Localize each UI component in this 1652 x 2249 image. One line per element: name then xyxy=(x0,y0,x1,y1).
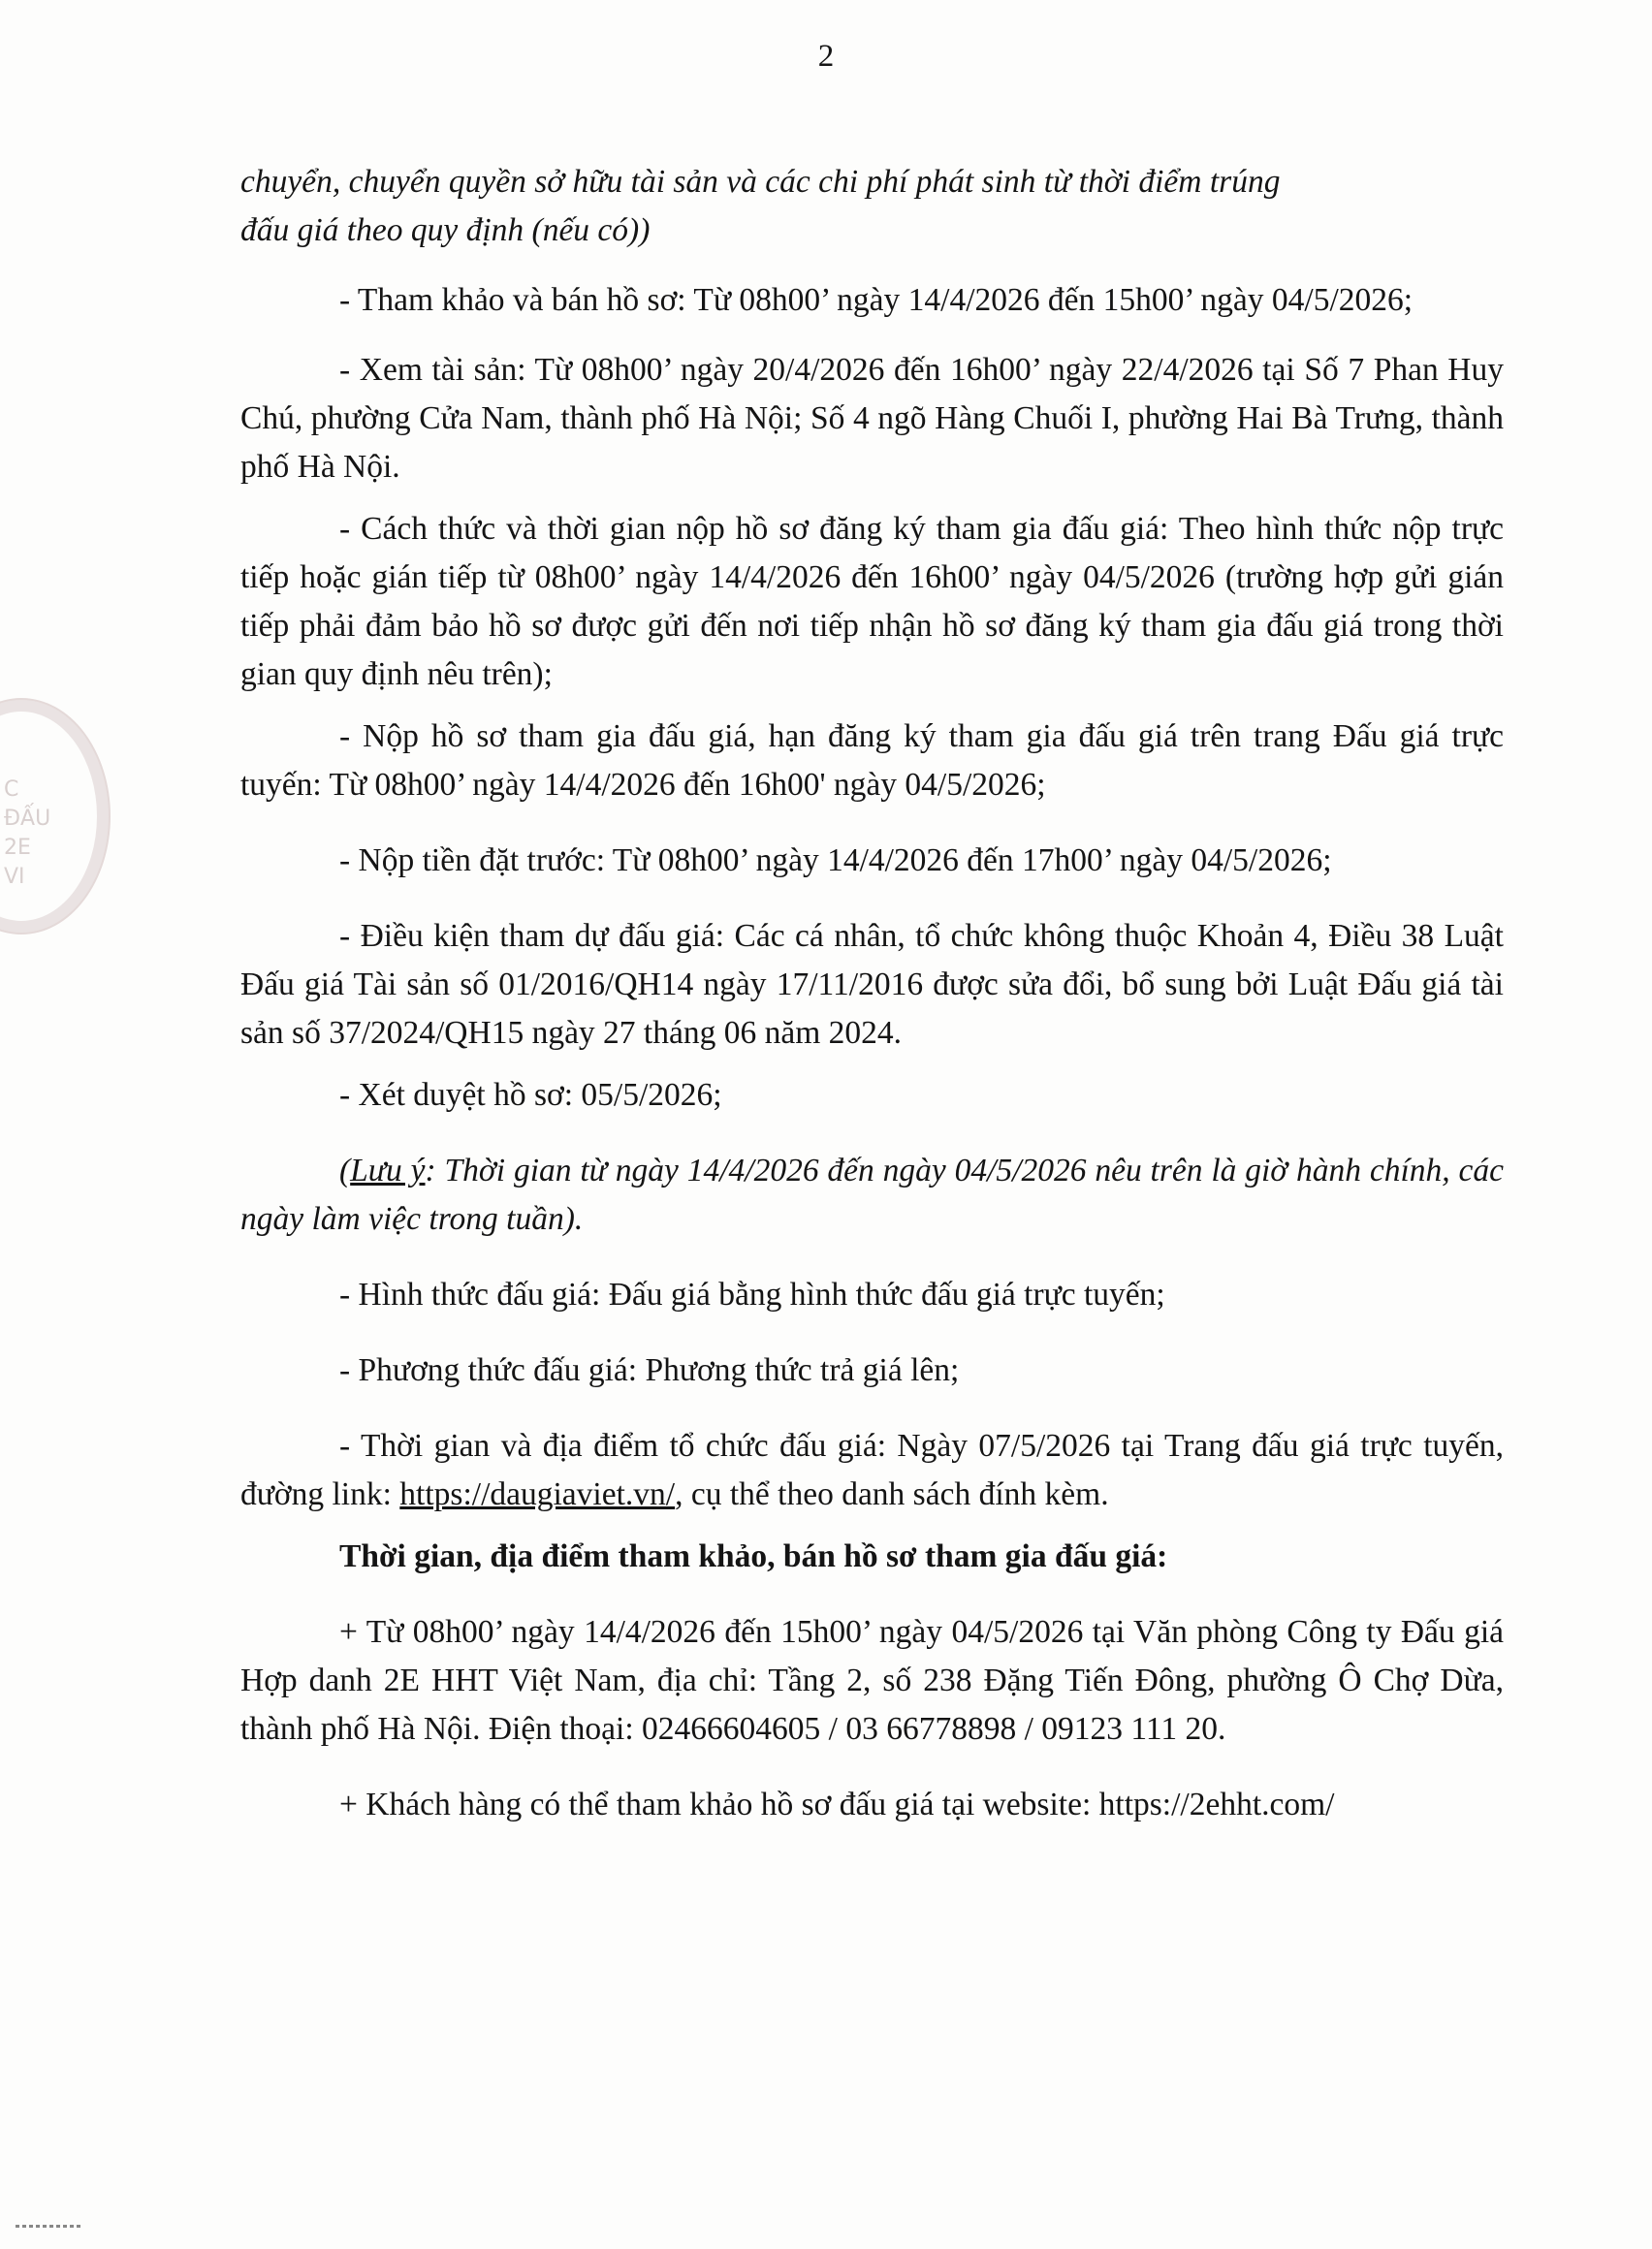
stamp-line: VI xyxy=(4,865,25,889)
website-info-paragraph: + Khách hàng có thể tham khảo hồ sơ đấu giá tại website: https://2ehht.com/ xyxy=(339,1787,1335,1822)
auction-method-paragraph: - Phương thức đấu giá: Phương thức trả giá lên; xyxy=(339,1352,960,1388)
reference-sale-paragraph: - Tham khảo và bán hồ sơ: Từ 08h00’ ngày 14/4/2026 đến 15h00’ ngày 04/5/2026; xyxy=(339,282,1414,318)
stamp-line: C xyxy=(4,777,19,802)
auction-form-paragraph: - Hình thức đấu giá: Đấu giá bằng hình thức đấu giá trực tuyến; xyxy=(339,1277,1165,1313)
deposit-paragraph: - Nộp tiền đặt trước: Từ 08h00’ ngày 14/4/2026 đến 17h00’ ngày 04/5/2026; xyxy=(339,842,1332,878)
scan-artifact xyxy=(16,2225,83,2228)
note-open-paren: ( xyxy=(339,1153,351,1188)
time-place-text: - Thời gian và địa điểm tổ chức đấu giá: Ngày 07/5/2026 tại Trang đấu giá trực tuyến, đường link: xyxy=(240,1428,1504,1512)
review-paragraph: - Xét duyệt hồ sơ: 05/5/2026; xyxy=(339,1077,722,1113)
section-heading: Thời gian, địa điểm tham khảo, bán hồ sơ tham gia đấu giá: xyxy=(339,1538,1168,1574)
office-info-paragraph: + Từ 08h00’ ngày 14/4/2026 đến 15h00’ ngày 04/5/2026 tại Văn phòng Công ty Đấu giá Hợp danh 2E HHT Việt Nam, địa chỉ: Tầng 2, số 238 Đặng Tiến Đông, phường Ô Chợ Dừa, thành phố Hà Nội. Điện thoại: 02466604605 / 03 66778898 / 09123 111 20. xyxy=(240,1614,1504,1747)
page-number: 2 xyxy=(817,39,835,74)
submission-method-paragraph: - Cách thức và thời gian nộp hồ sơ đăng ký tham gia đấu giá: Theo hình thức nộp trực tiếp hoặc gián tiếp từ 08h00’ ngày 14/4/2026 đến 16h00’ ngày 04/5/2026 (trường hợp gửi gián tiếp phải đảm bảo hồ sơ được gửi đến nơi tiếp nhận hồ sơ đăng ký tham gia đấu giá trong thời gian quy định nêu trên); xyxy=(240,511,1504,692)
time-place-paragraph xyxy=(240,1422,1504,1519)
note-paragraph xyxy=(240,1147,1504,1244)
conditions-paragraph: - Điều kiện tham dự đấu giá: Các cá nhân, tổ chức không thuộc Khoản 4, Điều 38 Luật Đấu giá Tài sản số 01/2016/QH14 ngày 17/11/2016 được sửa đổi, bổ sung bởi Luật Đấu giá tài sản số 37/2024/QH15 ngày 27 tháng 06 năm 2024. xyxy=(240,918,1504,1051)
note-label: Lưu ý xyxy=(350,1153,426,1188)
online-registration-paragraph: - Nộp hồ sơ tham gia đấu giá, hạn đăng ký tham gia đấu giá trên trang Đấu giá trực tuyến: Từ 08h00’ ngày 14/4/2026 đến 16h00' ngày 04/5/2026; xyxy=(240,718,1504,803)
stamp-line: 2E xyxy=(4,836,31,860)
continuation-line-2: đấu giá theo quy định (nếu có)) xyxy=(240,212,651,248)
auction-website-link[interactable]: https://daugiaviet.vn/ xyxy=(399,1476,676,1512)
document-body xyxy=(240,158,1504,1829)
stamp-line: ĐẤU xyxy=(4,807,51,831)
continuation-paragraph xyxy=(240,158,1504,255)
time-place-suffix: , cụ thể theo danh sách đính kèm. xyxy=(675,1476,1109,1512)
continuation-line-1: chuyển, chuyển quyền sở hữu tài sản và các chi phí phát sinh từ thời điểm trúng xyxy=(240,164,1281,200)
note-text: : Thời gian từ ngày 14/4/2026 đến ngày 04/5/2026 nêu trên là giờ hành chính, các ngày làm việc trong tuần). xyxy=(240,1153,1504,1237)
stamp-text xyxy=(4,776,50,892)
view-assets-paragraph: - Xem tài sản: Từ 08h00’ ngày 20/4/2026 đến 16h00’ ngày 22/4/2026 tại Số 7 Phan Huy Chú, phường Cửa Nam, thành phố Hà Nội; Số 4 ngõ Hàng Chuối I, phường Hai Bà Trưng, thành phố Hà Nội. xyxy=(240,352,1504,485)
